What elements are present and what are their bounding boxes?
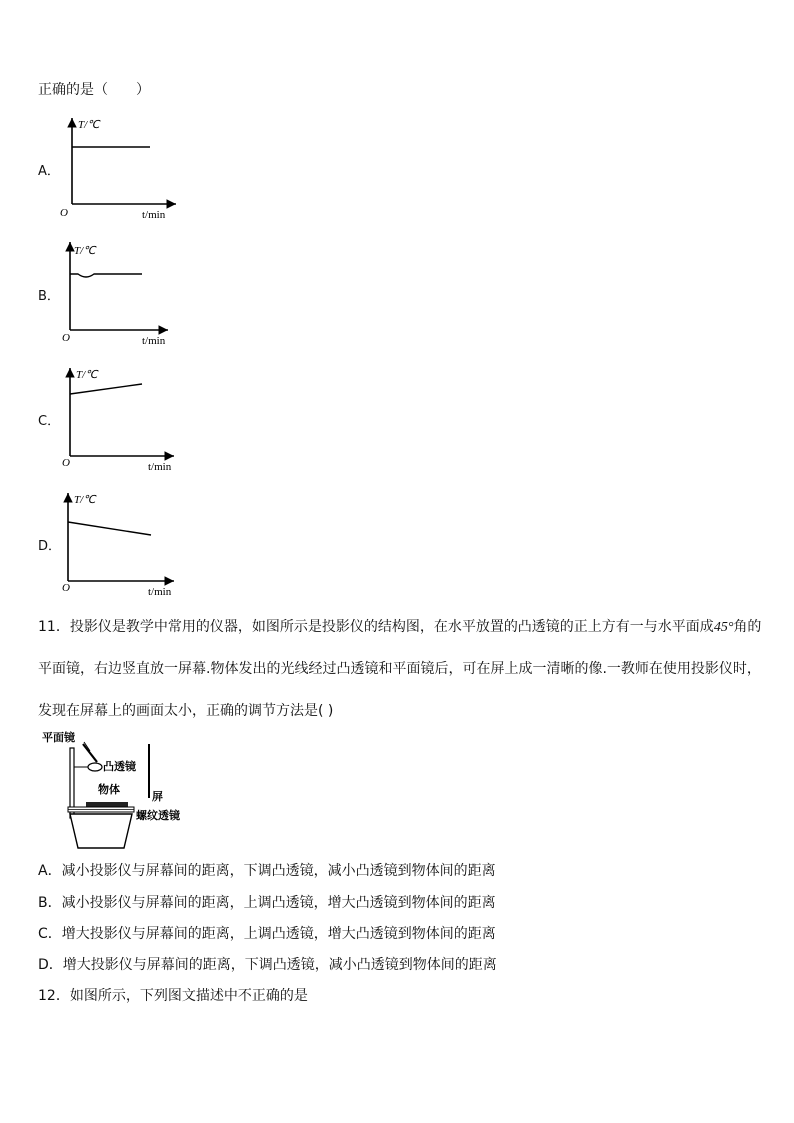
- y-axis-label: T/℃: [74, 245, 96, 257]
- convex-lens: [88, 763, 102, 771]
- object: [86, 802, 128, 807]
- q11-option-d: D．增大投影仪与屏幕间的距离，下调凸透镜，减小凸透镜到物体间的距离: [38, 957, 497, 973]
- lens-label: 凸透镜: [103, 760, 136, 773]
- projector-diagram: [40, 730, 200, 852]
- q11-line-3: 发现在屏幕上的画面太小，正确的调节方法是( ): [38, 703, 334, 719]
- question-stem-tail: 正确的是（ ）: [38, 82, 150, 98]
- option-c-label: C．: [38, 414, 61, 429]
- q11-angle: 45°: [713, 620, 734, 635]
- q12-stem: 12．如图所示，下列图文描述中不正确的是: [38, 988, 308, 1004]
- q11-line-1a: 11．投影仪是教学中常用的仪器，如图所示是投影仪的结构图，在水平放置的凸透镜的正上方有一与水平面成: [38, 619, 714, 635]
- origin-label: O: [62, 457, 70, 469]
- origin-label: O: [62, 332, 70, 344]
- y-axis-label: T/℃: [78, 119, 100, 131]
- origin-label: O: [60, 207, 68, 219]
- option-a-label: A．: [38, 164, 60, 179]
- fresnel-label: 螺纹透镜: [136, 809, 180, 822]
- q11-line-2: 平面镜，右边竖直放一屏幕.物体发出的光线经过凸透镜和平面镜后，可在屏上成一清晰的像.一教师在使用投影仪时，: [38, 661, 761, 677]
- x-axis-label: t/min: [142, 335, 166, 346]
- x-axis-label: t/min: [148, 461, 172, 472]
- projector-base: [70, 814, 132, 848]
- y-axis-label: T/℃: [76, 369, 98, 381]
- q11-option-b: B．减小投影仪与屏幕间的距离，上调凸透镜，增大凸透镜到物体间的距离: [38, 895, 496, 911]
- origin-label: O: [62, 582, 70, 594]
- temperature-curve: [70, 274, 142, 277]
- x-axis-label: t/min: [148, 586, 172, 597]
- graph-c: [56, 362, 186, 472]
- graph-b: [56, 236, 186, 346]
- screen-label: 屏: [152, 790, 163, 803]
- graph-a: [56, 112, 186, 222]
- option-b-label: B．: [38, 289, 60, 304]
- q11-option-c: C．增大投影仪与屏幕间的距离，上调凸透镜，增大凸透镜到物体间的距离: [38, 926, 496, 942]
- x-axis-label: t/min: [142, 209, 166, 221]
- q11-line-1: [38, 617, 761, 638]
- y-axis-label: T/℃: [74, 494, 96, 506]
- object-label: 物体: [98, 783, 120, 796]
- temperature-curve: [68, 522, 151, 535]
- mirror-label: 平面镜: [42, 731, 75, 744]
- graph-d: [56, 487, 186, 597]
- temperature-curve: [70, 384, 142, 394]
- plane-mirror: [83, 744, 97, 762]
- q11-line-1b: 角的: [733, 619, 762, 635]
- option-d-label: D．: [38, 539, 62, 554]
- q11-option-a: A．减小投影仪与屏幕间的距离，下调凸透镜，减小凸透镜到物体间的距离: [38, 863, 496, 879]
